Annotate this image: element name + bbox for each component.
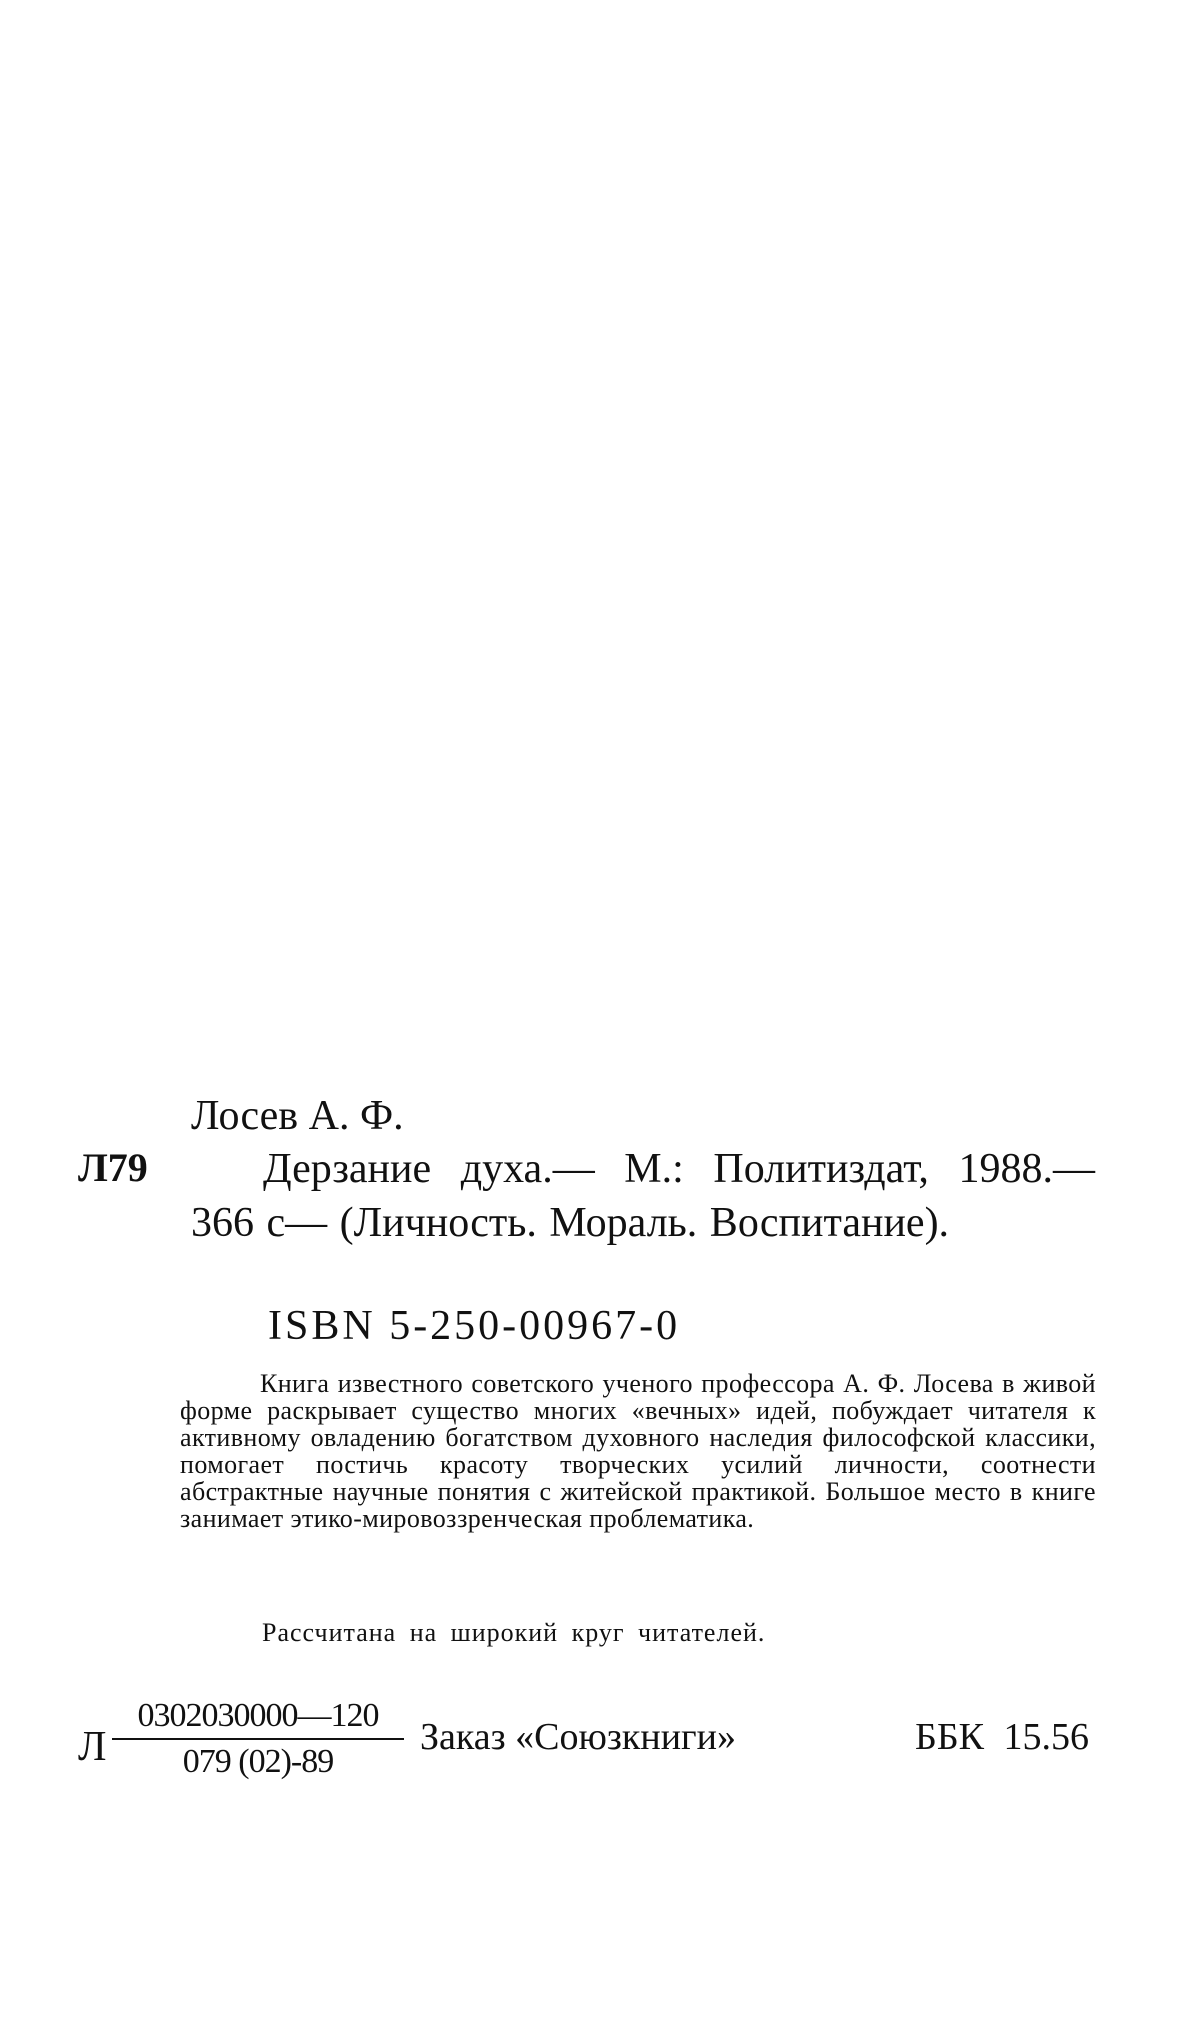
catalogue-index-fraction (112, 1696, 404, 1782)
order-note: Заказ «Союзкниги» (420, 1716, 736, 1758)
isbn-number: ISBN 5-250-00967-0 (268, 1303, 681, 1349)
index-numerator: 0302030000—120 (112, 1696, 404, 1740)
catalogue-index-letter: Л (78, 1724, 107, 1770)
bibliographic-description: Дерзание духа.— М.: Политиздат, 1988.— 366 с— (Личность. Мораль. Воспитание). (191, 1146, 1095, 1246)
audience-note: Рассчитана на широкий круг читателей. (262, 1618, 766, 1647)
annotation-text: Книга известного советского ученого профессора А. Ф. Лосева в живой форме раскрывает существо многих «вечных» идей, побуждает читателя к активному овладению богатством духовного наследия философской классики, помогает постичь красоту творческих усилий личности, соотнести абстрактные научные понятия с житейской практикой. Большое место в книге занимает этико-мировоззренческая проблематика. (180, 1369, 1096, 1533)
shelfmark-code: Л79 (78, 1145, 148, 1190)
author-name: Лосев А. Ф. (191, 1093, 404, 1139)
index-denominator: 079 (02)-89 (182, 1743, 334, 1780)
bbk-code: ББК 15.56 (915, 1716, 1089, 1758)
